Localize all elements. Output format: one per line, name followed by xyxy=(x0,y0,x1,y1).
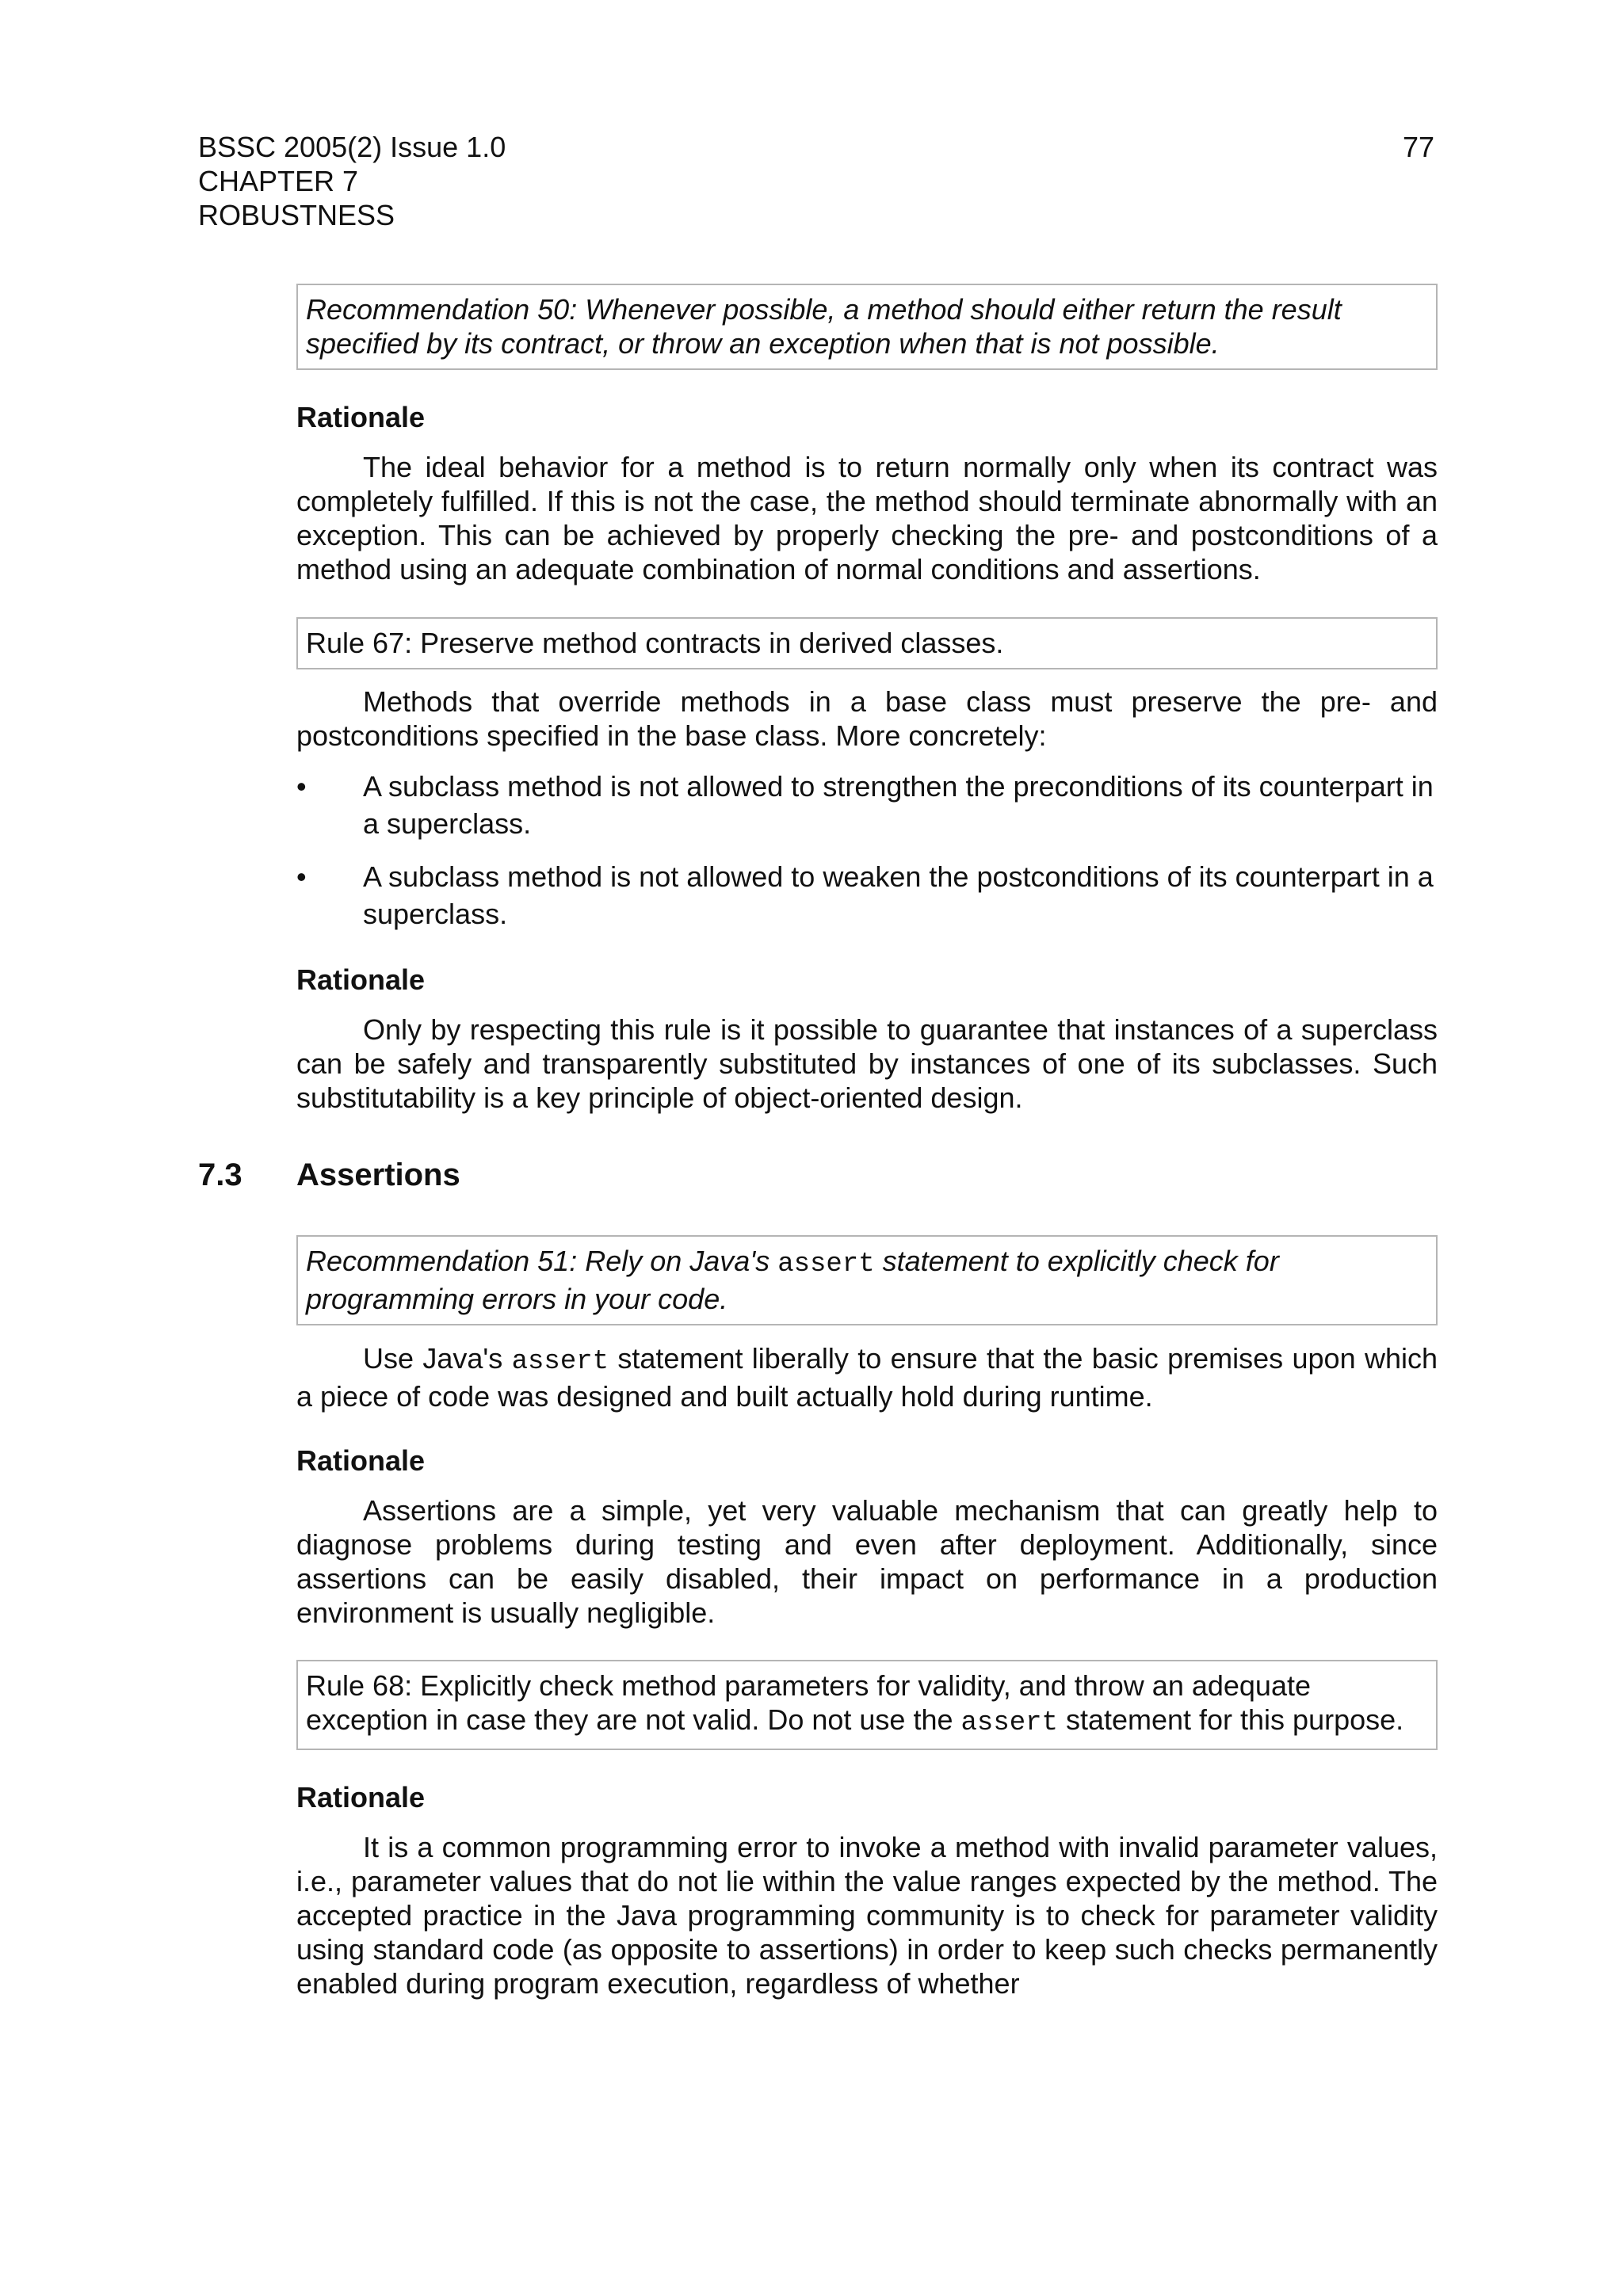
bullet-icon: • xyxy=(296,770,307,803)
section-heading xyxy=(198,1156,1438,1194)
rationale-heading: Rationale xyxy=(296,1444,426,1477)
page-header xyxy=(198,130,1434,232)
running-header xyxy=(198,130,1434,232)
rationale-heading: Rationale xyxy=(296,963,426,996)
section-title: Assertions xyxy=(296,1158,460,1192)
list-item xyxy=(296,768,1438,842)
rationale-paragraph-4: It is a common programming error to invoke a method with invalid parameter values, i.e., parameter values that do not lie within the value ranges expected by the method. The accepted practice in the Java programming community is to check for parameter validity using standard code (as opposite to assertions) in order to keep such checks permanently enabled during program execution, regardless of whether xyxy=(296,1831,1438,2000)
code-assert: assert xyxy=(960,1708,1058,1738)
list-item-text: A subclass method is not allowed to strengthen the preconditions of its counterpart in a superclass. xyxy=(363,770,1434,840)
assert-usage-text-end: statement liberally to ensure that the basic premises upon which a piece of code was designed and built actually hold during runtime. xyxy=(296,1342,1438,1413)
page-number: 77 xyxy=(1402,131,1434,163)
list-item xyxy=(296,858,1438,933)
rationale-paragraph-1: The ideal behavior for a method is to return normally only when its contract was completely fulfilled. If this is not the case, the method should terminate abnormally with an exception. This can be achieved by properly checking the pre- and postconditions of a method using an adequate combination of normal conditions and assertions. xyxy=(296,451,1438,585)
section-number: 7.3 xyxy=(198,1158,242,1192)
rationale-heading: Rationale xyxy=(296,401,426,433)
rule-68-text-end: statement for this purpose. xyxy=(1057,1703,1404,1736)
recommendation-50-text: Recommendation 50: Whenever possible, a method should either return the result specified by its contract, or throw an exception when that is not possible. xyxy=(306,293,1342,360)
rule-67-paragraph: Methods that override methods in a base class must preserve the pre- and postconditions specified in the base class. More concretely: xyxy=(296,685,1438,752)
recommendation-51-text-start: Recommendation 51: Rely on Java's xyxy=(306,1245,778,1277)
bullet-icon: • xyxy=(296,860,307,893)
assert-usage-paragraph xyxy=(296,1341,1438,1413)
rule-67-text: Rule 67: Preserve method contracts in derived classes. xyxy=(306,627,1004,659)
recommendation-50-box xyxy=(296,284,1438,370)
rule-68-text-start: Rule 68: Explicitly check method parameters for validity, and throw an adequate exception in case they are not valid. Do not use the xyxy=(306,1669,1311,1736)
rationale-heading: Rationale xyxy=(296,1781,426,1814)
recommendation-51-text-end: statement to explicitly check for programming errors in your code. xyxy=(306,1245,1279,1315)
code-assert: assert xyxy=(511,1347,609,1377)
recommendation-51-box xyxy=(296,1235,1438,1325)
doc-id: BSSC 2005(2) Issue 1.0 xyxy=(198,131,506,163)
rationale-paragraph-3: Assertions are a simple, yet very valuable mechanism that can greatly help to diagnose problems during testing and even after deployment. Additionally, since assertions can be easily disabled, their impact on performance in a production environment is usually negligible. xyxy=(296,1494,1438,1629)
rationale-paragraph-2: Only by respecting this rule is it possible to guarantee that instances of a superclass can be safely and transparently substituted by instances of one of its subclasses. Such substitutability is a key principle of object-oriented design. xyxy=(296,1013,1438,1114)
list-item-text: A subclass method is not allowed to weaken the postconditions of its counterpart in a superclass. xyxy=(363,860,1434,930)
code-assert: assert xyxy=(777,1249,875,1280)
chapter-label: CHAPTER 7 xyxy=(198,165,359,197)
rule-67-box xyxy=(296,617,1438,669)
assert-usage-text-start: Use Java's xyxy=(363,1342,512,1375)
rule-68-box xyxy=(296,1660,1438,1750)
chapter-title: ROBUSTNESS xyxy=(198,199,395,231)
bullet-list xyxy=(296,768,1438,933)
page-body xyxy=(198,284,1438,2000)
